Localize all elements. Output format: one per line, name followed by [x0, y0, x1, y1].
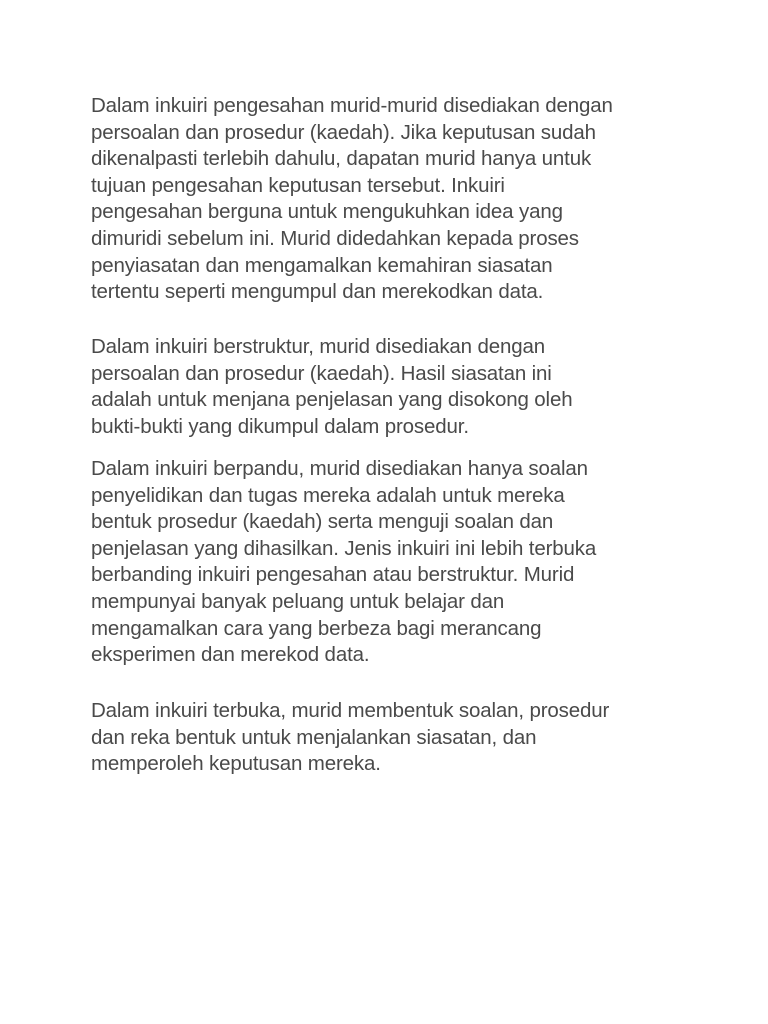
- paragraph-line: penyiasatan dan mengamalkan kemahiran siasatan: [91, 253, 553, 277]
- paragraph-line: adalah untuk menjana penjelasan yang disokong oleh: [91, 388, 573, 412]
- paragraph-line: Dalam inkuiri berstruktur, murid disediakan dengan: [91, 335, 545, 358]
- paragraph-line: persoalan dan prosedur (kaedah). Jika keputusan sudah: [91, 120, 596, 144]
- paragraph-line: Dalam inkuiri berpandu, murid disediakan hanya soalan: [91, 457, 588, 480]
- paragraph-line: dan reka bentuk untuk menjalankan siasatan, dan: [91, 725, 537, 749]
- paragraph-line: persoalan dan prosedur (kaedah). Hasil siasatan ini: [91, 361, 552, 385]
- paragraph-line: dimuridi sebelum ini. Murid didedahkan kepada proses: [91, 226, 579, 250]
- paragraph-line: memperoleh keputusan mereka.: [91, 752, 381, 776]
- paragraph-line: Dalam inkuiri terbuka, murid membentuk soalan, prosedur: [91, 699, 610, 722]
- paragraph-inkuiri-terbuka: [91, 698, 691, 778]
- paragraph-line: eksperimen dan merekod data.: [91, 643, 370, 667]
- paragraph-line: mengamalkan cara yang berbeza bagi merancang: [91, 616, 542, 640]
- paragraph-line: tujuan pengesahan keputusan tersebut. Inkuiri: [91, 173, 505, 197]
- paragraph-line: pengesahan berguna untuk mengukuhkan idea yang: [91, 200, 563, 224]
- paragraph-inkuiri-pengesahan: [91, 93, 691, 306]
- paragraph-line: tertentu seperti mengumpul dan merekodkan data.: [91, 280, 544, 304]
- paragraph-line: penjelasan yang dihasilkan. Jenis inkuiri ini lebih terbuka: [91, 536, 597, 560]
- paragraph-line: bukti-bukti yang dikumpul dalam prosedur.: [91, 414, 469, 438]
- paragraph-line: dikenalpasti terlebih dahulu, dapatan murid hanya untuk: [91, 147, 592, 171]
- paragraph-inkuiri-berstruktur: [91, 334, 691, 440]
- paragraph-line: berbanding inkuiri pengesahan atau berstruktur. Murid: [91, 563, 575, 587]
- paragraph-line: mempunyai banyak peluang untuk belajar dan: [91, 589, 505, 613]
- paragraph-line: Dalam inkuiri pengesahan murid-murid disediakan dengan: [91, 94, 613, 117]
- paragraph-line: penyelidikan dan tugas mereka adalah untuk mereka: [91, 483, 565, 507]
- paragraph-inkuiri-berpandu: [91, 456, 691, 669]
- paragraph-line: bentuk prosedur (kaedah) serta menguji soalan dan: [91, 510, 554, 534]
